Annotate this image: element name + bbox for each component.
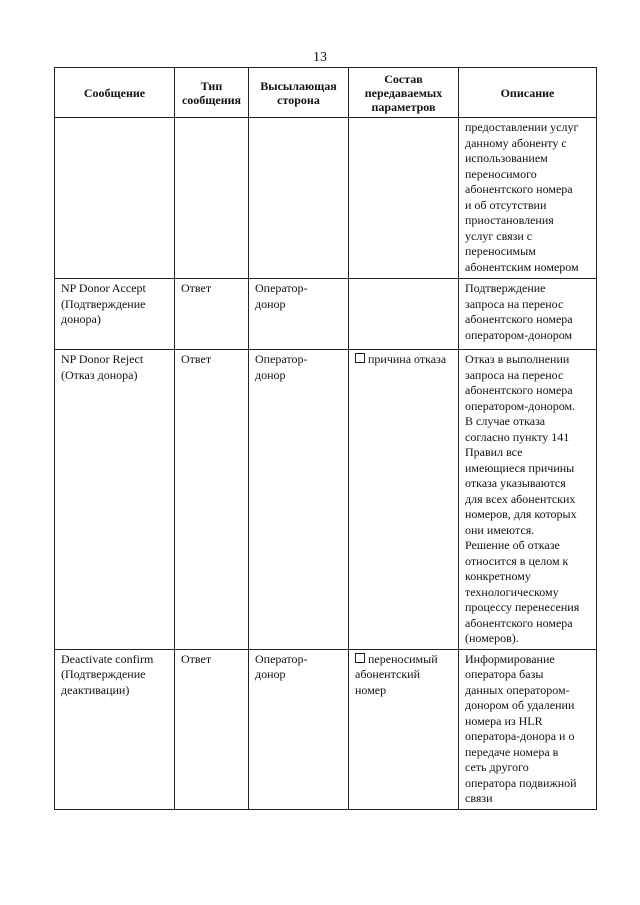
table-row [55,649,597,809]
header-type: Тип сообщения [175,68,249,118]
table-header-row [55,68,597,118]
cell-sender: Оператор- донор [249,350,349,650]
table-row [55,350,597,650]
cell-description: Отказ в выполнении запроса на перенос абонентского номера оператором-донором. В случае отказа согласно пункту 141 Правил все имеющиеся причины отказа указываются для всех абонентских номеров, для которых они имеются. Решение об отказе относится в целом к конкретному технологическому процессу перенесения абонентского номера (номеров). [459,350,597,650]
param-text: переносимый абонентский номер [355,651,438,697]
cell-sender: Оператор- донор [249,279,349,350]
table-row [55,279,597,350]
cell-type: Ответ [175,279,249,350]
header-message: Сообщение [55,68,175,118]
checkbox-icon [355,353,365,363]
table-row [55,118,597,279]
header-params: Состав передаваемых параметров [349,68,459,118]
cell-type: Ответ [175,350,249,650]
param-text: причина отказа [368,352,447,366]
cell-message: NP Donor Reject (Отказ донора) [55,350,175,650]
cell-description: Подтверждение запроса на перенос абонентского номера оператором-донором [459,279,597,350]
page-number: 13 [313,50,327,65]
cell-message: Deactivate confirm (Подтверждение деактивации) [55,649,175,809]
cell-params [349,279,459,350]
cell-sender: Оператор- донор [249,649,349,809]
cell-params [349,350,459,650]
checkbox-icon [355,653,365,663]
cell-type: Ответ [175,649,249,809]
header-sender: Высылающая сторона [249,68,349,118]
cell-type [175,118,249,279]
cell-sender [249,118,349,279]
cell-description: предоставлении услуг данному абоненту с использованием переносимого абонентского номера и об отсутствии приостановления услуг связи с переносимым абонентским номером [459,118,597,279]
cell-params [349,118,459,279]
message-table [54,67,597,810]
cell-message: NP Donor Accept (Подтверждение донора) [55,279,175,350]
cell-message [55,118,175,279]
cell-params [349,649,459,809]
cell-description: Информирование оператора базы данных оператором- донором об удалении номера из HLR оператора-донора и о передаче номера в сеть другого оператора подвижной связи [459,649,597,809]
header-description: Описание [459,68,597,118]
